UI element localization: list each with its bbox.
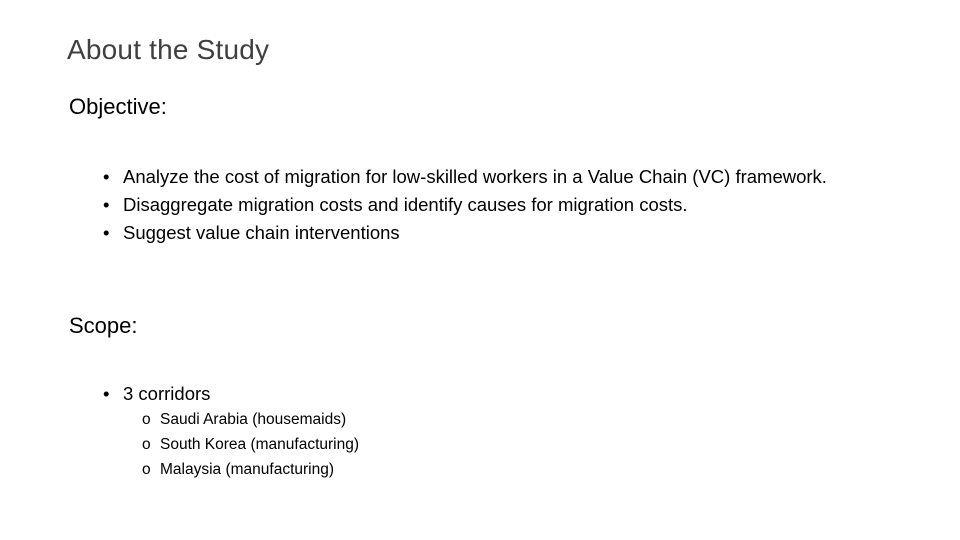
objective-bullet-text: Suggest value chain interventions	[123, 222, 400, 243]
sub-bullet-icon: o	[142, 436, 151, 453]
corridor-list	[142, 407, 503, 482]
list-item	[103, 165, 863, 188]
corridor-item-text: South Korea (manufacturing)	[160, 436, 360, 453]
objective-bullet-text: Analyze the cost of migration for low-skilled workers in a Value Chain (VC) framework.	[123, 166, 827, 187]
list-item	[103, 193, 863, 216]
bullet-icon: •	[103, 383, 110, 404]
list-item	[103, 221, 863, 244]
bullet-icon: •	[103, 166, 110, 187]
objective-heading: Objective:	[69, 94, 167, 119]
objective-bullet-text: Disaggregate migration costs and identify causes for migration costs.	[123, 194, 688, 215]
corridor-item-text: Saudi Arabia (housemaids)	[160, 411, 347, 428]
list-item	[142, 457, 503, 482]
slide-title: About the Study	[67, 34, 270, 65]
scope-heading: Scope:	[69, 313, 138, 338]
list-item	[142, 407, 503, 432]
bullet-icon: •	[103, 194, 110, 215]
scope-bullet-list	[103, 382, 503, 487]
bullet-icon: •	[103, 222, 110, 243]
objective-bullet-list	[103, 165, 863, 249]
list-item	[103, 382, 503, 482]
list-item	[142, 432, 503, 457]
scope-bullet-text: 3 corridors	[123, 383, 211, 404]
corridor-item-text: Malaysia (manufacturing)	[160, 461, 335, 478]
sub-bullet-icon: o	[142, 411, 151, 428]
sub-bullet-icon: o	[142, 461, 151, 478]
